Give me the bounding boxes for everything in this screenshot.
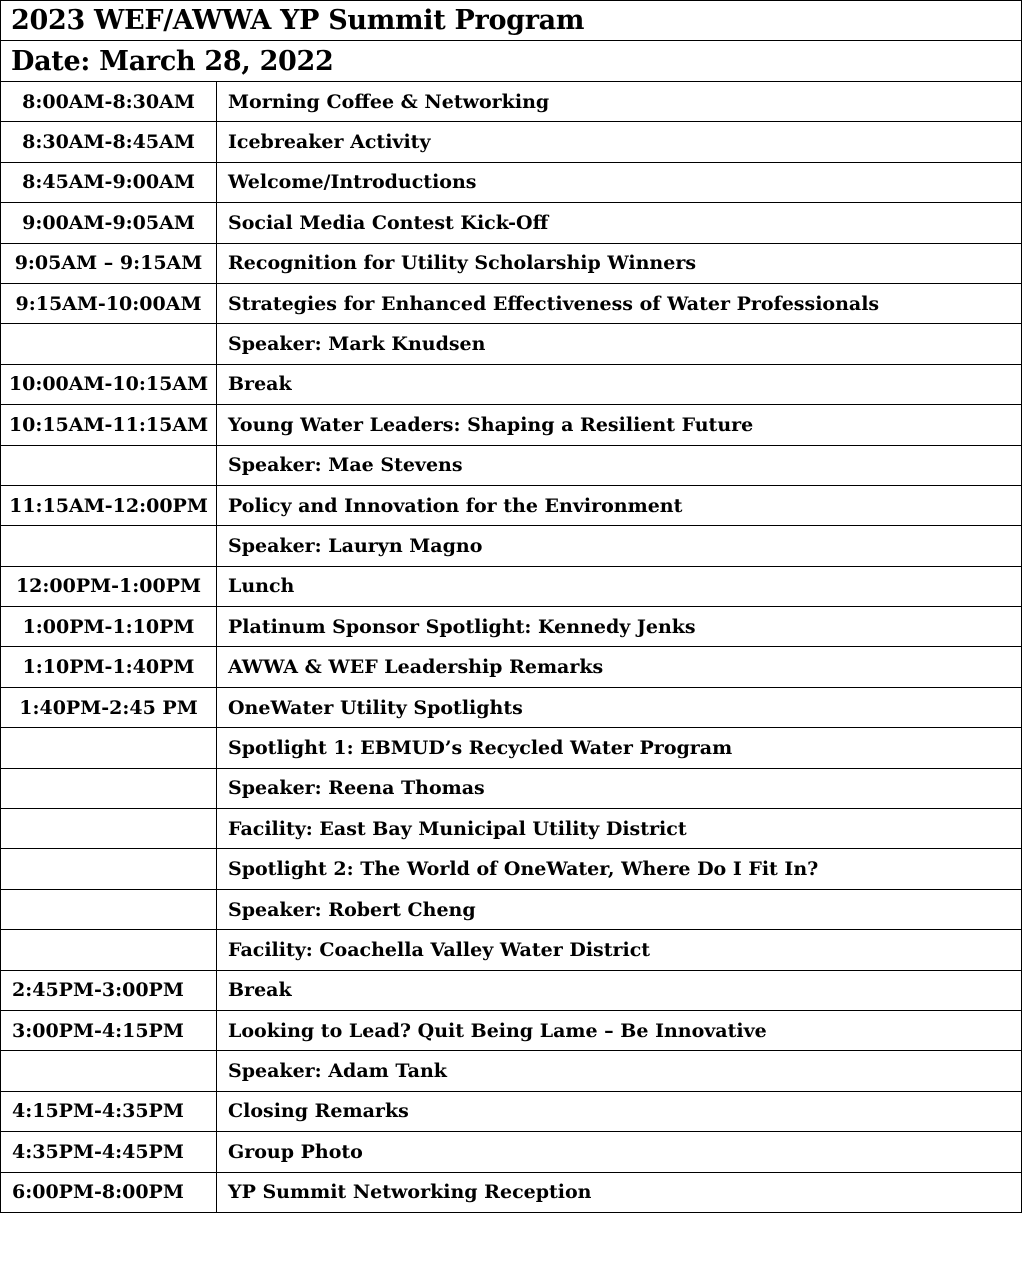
schedule-time: 11:15AM-12:00PM bbox=[1, 485, 217, 525]
schedule-row bbox=[1, 324, 1022, 364]
document-title-row bbox=[0, 0, 1022, 40]
schedule-item: Lunch bbox=[217, 566, 1022, 606]
schedule-row bbox=[1, 485, 1022, 525]
schedule-row bbox=[1, 970, 1022, 1010]
schedule-time: 8:30AM-8:45AM bbox=[1, 122, 217, 162]
schedule-item: Speaker: Mae Stevens bbox=[217, 445, 1022, 485]
schedule-row bbox=[1, 809, 1022, 849]
document-date-row bbox=[0, 40, 1022, 81]
schedule-item: Welcome/Introductions bbox=[217, 162, 1022, 202]
schedule-row bbox=[1, 849, 1022, 889]
schedule-item: Facility: Coachella Valley Water District bbox=[217, 930, 1022, 970]
schedule-row bbox=[1, 647, 1022, 687]
schedule-time bbox=[1, 849, 217, 889]
schedule-row bbox=[1, 566, 1022, 606]
schedule-row bbox=[1, 728, 1022, 768]
schedule-time: 9:05AM – 9:15AM bbox=[1, 243, 217, 283]
schedule-item: YP Summit Networking Reception bbox=[217, 1172, 1022, 1212]
schedule-item: Morning Coffee & Networking bbox=[217, 82, 1022, 122]
schedule-time: 6:00PM-8:00PM bbox=[1, 1172, 217, 1212]
schedule-row bbox=[1, 122, 1022, 162]
schedule-row bbox=[1, 1010, 1022, 1050]
schedule-row bbox=[1, 364, 1022, 404]
schedule-time bbox=[1, 1051, 217, 1091]
schedule-item: Policy and Innovation for the Environment bbox=[217, 485, 1022, 525]
schedule-item: Social Media Contest Kick-Off bbox=[217, 203, 1022, 243]
schedule-row bbox=[1, 243, 1022, 283]
document-title: 2023 WEF/AWWA YP Summit Program bbox=[11, 5, 585, 36]
schedule-item: Speaker: Robert Cheng bbox=[217, 889, 1022, 929]
schedule-item: Speaker: Mark Knudsen bbox=[217, 324, 1022, 364]
schedule-item: Looking to Lead? Quit Being Lame – Be Innovative bbox=[217, 1010, 1022, 1050]
schedule-item: Break bbox=[217, 364, 1022, 404]
schedule-item: Young Water Leaders: Shaping a Resilient Future bbox=[217, 405, 1022, 445]
schedule-item: Speaker: Lauryn Magno bbox=[217, 526, 1022, 566]
schedule-row bbox=[1, 687, 1022, 727]
schedule-time: 3:00PM-4:15PM bbox=[1, 1010, 217, 1050]
schedule-row bbox=[1, 283, 1022, 323]
schedule-row bbox=[1, 445, 1022, 485]
schedule-time: 9:15AM-10:00AM bbox=[1, 283, 217, 323]
schedule-time bbox=[1, 930, 217, 970]
schedule-time: 1:00PM-1:10PM bbox=[1, 607, 217, 647]
schedule-item: Break bbox=[217, 970, 1022, 1010]
schedule-item: Speaker: Reena Thomas bbox=[217, 768, 1022, 808]
schedule-time bbox=[1, 889, 217, 929]
schedule-time: 2:45PM-3:00PM bbox=[1, 970, 217, 1010]
schedule-time: 4:35PM-4:45PM bbox=[1, 1132, 217, 1172]
schedule-time bbox=[1, 526, 217, 566]
schedule-time: 1:40PM-2:45 PM bbox=[1, 687, 217, 727]
document-date: Date: March 28, 2022 bbox=[11, 45, 334, 77]
schedule-table bbox=[0, 81, 1022, 1213]
schedule-time bbox=[1, 728, 217, 768]
schedule-row bbox=[1, 1051, 1022, 1091]
schedule-item: Recognition for Utility Scholarship Winners bbox=[217, 243, 1022, 283]
schedule-time bbox=[1, 768, 217, 808]
schedule-item: Spotlight 1: EBMUD’s Recycled Water Program bbox=[217, 728, 1022, 768]
schedule-item: Speaker: Adam Tank bbox=[217, 1051, 1022, 1091]
schedule-time: 9:00AM-9:05AM bbox=[1, 203, 217, 243]
schedule-item: Strategies for Enhanced Effectiveness of Water Professionals bbox=[217, 283, 1022, 323]
schedule-item: Group Photo bbox=[217, 1132, 1022, 1172]
schedule-time bbox=[1, 809, 217, 849]
schedule-time: 8:45AM-9:00AM bbox=[1, 162, 217, 202]
schedule-row bbox=[1, 162, 1022, 202]
schedule-time: 4:15PM-4:35PM bbox=[1, 1091, 217, 1131]
schedule-item: Facility: East Bay Municipal Utility District bbox=[217, 809, 1022, 849]
schedule-time bbox=[1, 324, 217, 364]
schedule-time: 10:00AM-10:15AM bbox=[1, 364, 217, 404]
schedule-body bbox=[1, 82, 1022, 1213]
schedule-row bbox=[1, 405, 1022, 445]
schedule-row bbox=[1, 1172, 1022, 1212]
schedule-item: OneWater Utility Spotlights bbox=[217, 687, 1022, 727]
schedule-item: Closing Remarks bbox=[217, 1091, 1022, 1131]
schedule-row bbox=[1, 889, 1022, 929]
schedule-row bbox=[1, 203, 1022, 243]
schedule-time bbox=[1, 445, 217, 485]
schedule-time: 12:00PM-1:00PM bbox=[1, 566, 217, 606]
schedule-row bbox=[1, 607, 1022, 647]
schedule-row bbox=[1, 526, 1022, 566]
schedule-time: 1:10PM-1:40PM bbox=[1, 647, 217, 687]
schedule-row bbox=[1, 82, 1022, 122]
schedule-row bbox=[1, 768, 1022, 808]
schedule-item: AWWA & WEF Leadership Remarks bbox=[217, 647, 1022, 687]
schedule-item: Icebreaker Activity bbox=[217, 122, 1022, 162]
schedule-item: Platinum Sponsor Spotlight: Kennedy Jenks bbox=[217, 607, 1022, 647]
schedule-time: 10:15AM-11:15AM bbox=[1, 405, 217, 445]
schedule-row bbox=[1, 930, 1022, 970]
schedule-row bbox=[1, 1132, 1022, 1172]
schedule-row bbox=[1, 1091, 1022, 1131]
schedule-item: Spotlight 2: The World of OneWater, Where Do I Fit In? bbox=[217, 849, 1022, 889]
schedule-time: 8:00AM-8:30AM bbox=[1, 82, 217, 122]
